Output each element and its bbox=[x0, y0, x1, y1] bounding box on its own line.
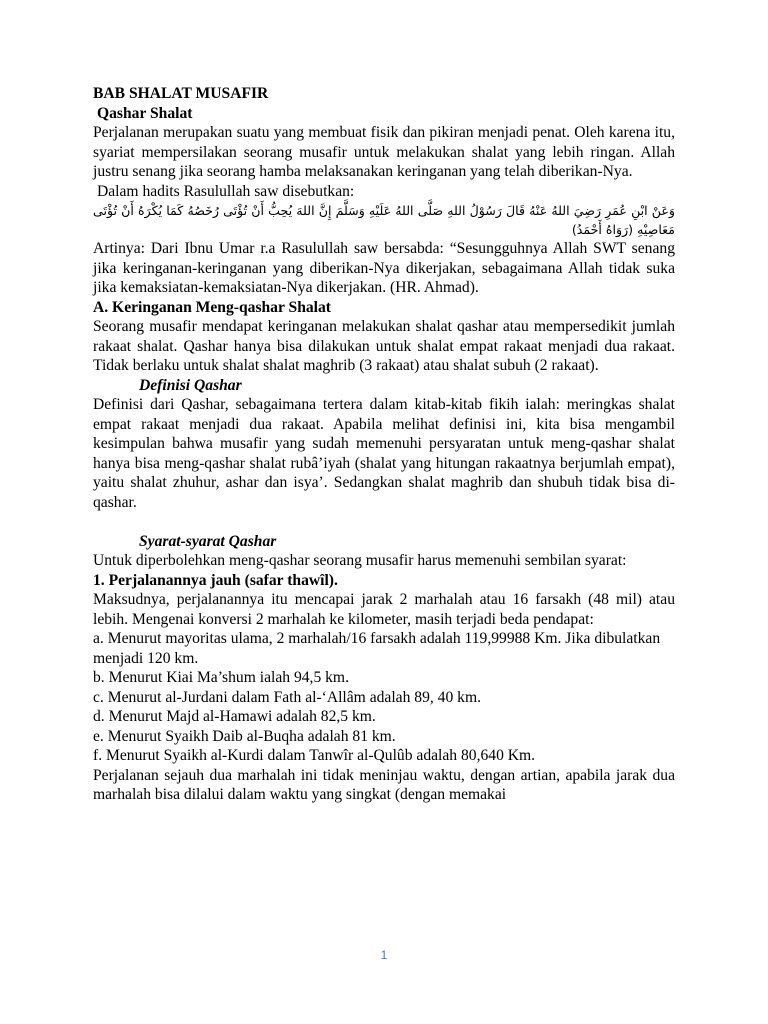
document-subtitle: Qashar Shalat bbox=[97, 104, 193, 122]
definisi-body: Definisi dari Qashar, sebagaimana tertera dalam kitab-kitab fikih ialah: meringkas shalat empat rakaat menjadi dua rakaat. Apabila melihat definisi ini, kita bisa mengambil kesimpulan bahwa musafir yang sudah memenuhi persyaratan untuk meng-qashar shalat hanya bisa meng-qashar shalat rubâ’iyah (shalat yang hitungan rakaatnya berjumlah empat), yaitu shalat zhuhur, ashar dan isya’. Sedangkan shalat maghrib dan shubuh tidak bisa di-qashar. bbox=[93, 396, 675, 511]
syarat-item-1-body: Maksudnya, perjalanannya itu mencapai jarak 2 marhalah atau 16 farsakh (48 mil) atau lebih. Mengenai konversi 2 marhalah ke kilometer, masih terjadi beda pendapat: bbox=[93, 591, 675, 628]
syarat-intro: Untuk diperbolehkan meng-qashar seorang musafir harus memenuhi sembilan syarat: bbox=[93, 552, 627, 569]
closing-paragraph: Perjalanan sejauh dua marhalah ini tidak meninjau waktu, dengan artian, apabila jarak dua marhalah bisa dilalui dalam waktu yang singkat (dengan memakai bbox=[93, 766, 675, 803]
document-title: BAB SHALAT MUSAFIR bbox=[93, 85, 269, 102]
blank-line bbox=[93, 512, 675, 532]
opinion-item: a. Menurut mayoritas ulama, 2 marhalah/16 farsakh adalah 119,99988 Km. Jika dibulatkan menjadi 120 km. bbox=[93, 630, 661, 667]
syarat-heading: Syarat-syarat Qashar bbox=[139, 532, 277, 550]
opinion-item: f. Menurut Syaikh al-Kurdi dalam Tanwîr al-Qulûb adalah 80,640 Km. bbox=[93, 747, 536, 764]
hadith-intro: Dalam hadits Rasulullah saw disebutkan: bbox=[97, 182, 355, 200]
opinion-item: d. Menurut Majd al-Hamawi adalah 82,5 km. bbox=[93, 708, 376, 725]
document-body bbox=[93, 84, 675, 805]
opinion-item: c. Menurut al-Jurdani dalam Fath al-‘Allâm adalah 89, 40 km. bbox=[93, 688, 482, 706]
intro-paragraph: Perjalanan merupakan suatu yang membuat fisik dan pikiran menjadi penat. Oleh karena itu, syariat mempersilakan seorang musafir untuk melakukan shalat yang lebih ringan. Allah justru senang jika seorang hamba melaksanakan keringanan yang telah diberikan-Nya. bbox=[93, 124, 675, 180]
hadith-translation: Artinya: Dari Ibnu Umar r.a Rasulullah saw bersabda: “Sesungguhnya Allah SWT senang jika keringanan-keringanan yang diberikan-Nya dikerjakan, sebagaimana Allah tidak suka jika kemaksiatan-kemaksiatan-Nya dikerjakan. (HR. Ahmad). bbox=[93, 240, 675, 296]
definisi-heading: Definisi Qashar bbox=[139, 376, 242, 394]
syarat-item-1-heading: 1. Perjalanannya jauh (safar thawîl). bbox=[93, 571, 338, 589]
opinion-item: b. Menurut Kiai Ma’shum ialah 94,5 km. bbox=[93, 669, 349, 686]
page-number: 1 bbox=[380, 948, 388, 962]
opinion-item: e. Menurut Syaikh Daib al-Buqha adalah 81 km. bbox=[93, 727, 396, 745]
section-a-heading: A. Keringanan Meng-qashar Shalat bbox=[93, 298, 331, 316]
section-a-body: Seorang musafir mendapat keringanan melakukan shalat qashar atau mempersedikit jumlah rakaat shalat. Qashar hanya bisa dilakukan untuk shalat empat rakaat menjadi dua rakaat. Tidak berlaku untuk shalat shalat maghrib (3 rakaat) atau shalat subuh (2 rakaat). bbox=[93, 318, 675, 374]
arabic-hadith-text: وَعَنْ ابْنِ عُمَرِ رَضِيَ اللهُ عَنْهُ قَالَ رَسُوْلُ اللهِ صَلَّى اللهُ عَلَيْهِ وَسَلَّمَ إِنَّ اللهَ يُحِبُّ أَنْ تُؤْتَى رُخَصُهُ كَمَا يُكْرَهُ أَنْ تُؤْتَى مَعَاصِيْهِ (رَوَاهُ أَحْمَدُ) bbox=[93, 203, 675, 237]
